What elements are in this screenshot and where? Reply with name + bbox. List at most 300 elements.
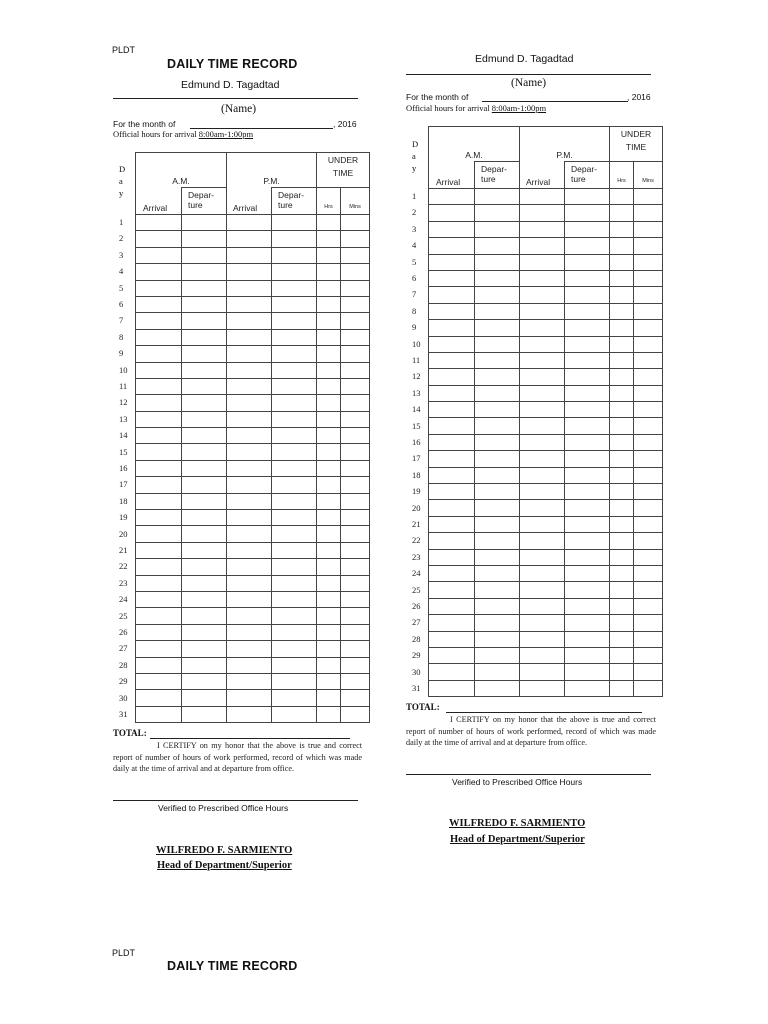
time-entry-cell[interactable] — [520, 500, 565, 516]
time-entry-cell[interactable] — [272, 362, 317, 378]
time-entry-cell[interactable] — [520, 467, 565, 483]
time-entry-cell[interactable] — [610, 205, 634, 221]
time-entry-cell[interactable] — [136, 477, 182, 493]
time-entry-cell[interactable] — [565, 434, 610, 450]
time-entry-cell[interactable] — [520, 205, 565, 221]
time-entry-cell[interactable] — [520, 254, 565, 270]
time-entry-cell[interactable] — [136, 591, 182, 607]
time-entry-cell[interactable] — [317, 690, 341, 706]
time-entry-cell[interactable] — [634, 582, 663, 598]
time-entry-cell[interactable] — [520, 664, 565, 680]
time-entry-cell[interactable] — [272, 575, 317, 591]
time-entry-cell[interactable] — [565, 680, 610, 696]
time-entry-cell[interactable] — [317, 280, 341, 296]
time-entry-cell[interactable] — [610, 533, 634, 549]
time-entry-cell[interactable] — [429, 631, 475, 647]
time-entry-cell[interactable] — [341, 428, 370, 444]
time-entry-cell[interactable] — [429, 418, 475, 434]
time-entry-cell[interactable] — [182, 215, 227, 231]
time-entry-cell[interactable] — [565, 320, 610, 336]
time-entry-cell[interactable] — [182, 411, 227, 427]
time-entry-cell[interactable] — [634, 631, 663, 647]
time-entry-cell[interactable] — [520, 565, 565, 581]
time-entry-cell[interactable] — [227, 395, 272, 411]
time-entry-cell[interactable] — [475, 549, 520, 565]
time-entry-cell[interactable] — [520, 369, 565, 385]
time-entry-cell[interactable] — [341, 542, 370, 558]
time-entry-cell[interactable] — [475, 647, 520, 663]
time-entry-cell[interactable] — [182, 493, 227, 509]
time-entry-cell[interactable] — [610, 647, 634, 663]
time-entry-cell[interactable] — [182, 526, 227, 542]
time-entry-cell[interactable] — [317, 362, 341, 378]
time-entry-cell[interactable] — [182, 378, 227, 394]
time-entry-cell[interactable] — [182, 362, 227, 378]
time-entry-cell[interactable] — [565, 205, 610, 221]
time-entry-cell[interactable] — [182, 624, 227, 640]
time-entry-cell[interactable] — [317, 510, 341, 526]
time-entry-cell[interactable] — [317, 247, 341, 263]
time-entry-cell[interactable] — [634, 336, 663, 352]
time-entry-cell[interactable] — [182, 591, 227, 607]
time-entry-cell[interactable] — [341, 280, 370, 296]
time-entry-cell[interactable] — [227, 624, 272, 640]
time-entry-cell[interactable] — [136, 575, 182, 591]
time-entry-cell[interactable] — [610, 385, 634, 401]
time-entry-cell[interactable] — [565, 221, 610, 237]
time-entry-cell[interactable] — [341, 493, 370, 509]
time-entry-cell[interactable] — [227, 591, 272, 607]
time-entry-cell[interactable] — [227, 526, 272, 542]
time-entry-cell[interactable] — [565, 418, 610, 434]
time-entry-cell[interactable] — [475, 221, 520, 237]
time-entry-cell[interactable] — [565, 647, 610, 663]
time-entry-cell[interactable] — [634, 320, 663, 336]
time-entry-cell[interactable] — [136, 280, 182, 296]
time-entry-cell[interactable] — [634, 533, 663, 549]
time-entry-cell[interactable] — [429, 680, 475, 696]
time-entry-cell[interactable] — [341, 624, 370, 640]
time-entry-cell[interactable] — [475, 270, 520, 286]
time-entry-cell[interactable] — [610, 549, 634, 565]
time-entry-cell[interactable] — [341, 657, 370, 673]
time-entry-cell[interactable] — [475, 565, 520, 581]
time-entry-cell[interactable] — [182, 657, 227, 673]
time-entry-cell[interactable] — [429, 369, 475, 385]
time-entry-cell[interactable] — [272, 624, 317, 640]
time-entry-cell[interactable] — [341, 510, 370, 526]
time-entry-cell[interactable] — [272, 690, 317, 706]
time-entry-cell[interactable] — [272, 264, 317, 280]
time-entry-cell[interactable] — [634, 500, 663, 516]
time-entry-cell[interactable] — [136, 493, 182, 509]
time-entry-cell[interactable] — [634, 664, 663, 680]
time-entry-cell[interactable] — [136, 641, 182, 657]
time-entry-cell[interactable] — [475, 484, 520, 500]
time-entry-cell[interactable] — [634, 418, 663, 434]
time-entry-cell[interactable] — [341, 329, 370, 345]
time-entry-cell[interactable] — [136, 329, 182, 345]
time-entry-cell[interactable] — [341, 706, 370, 722]
time-entry-cell[interactable] — [317, 395, 341, 411]
time-entry-cell[interactable] — [227, 493, 272, 509]
time-entry-cell[interactable] — [227, 362, 272, 378]
time-entry-cell[interactable] — [634, 402, 663, 418]
time-entry-cell[interactable] — [227, 378, 272, 394]
time-entry-cell[interactable] — [227, 280, 272, 296]
time-entry-cell[interactable] — [565, 189, 610, 205]
time-entry-cell[interactable] — [634, 369, 663, 385]
time-entry-cell[interactable] — [182, 673, 227, 689]
time-entry-cell[interactable] — [565, 287, 610, 303]
time-entry-cell[interactable] — [317, 329, 341, 345]
time-entry-cell[interactable] — [475, 418, 520, 434]
time-entry-cell[interactable] — [272, 329, 317, 345]
time-entry-cell[interactable] — [182, 706, 227, 722]
time-entry-cell[interactable] — [475, 336, 520, 352]
time-entry-cell[interactable] — [520, 549, 565, 565]
time-entry-cell[interactable] — [227, 510, 272, 526]
time-entry-cell[interactable] — [634, 565, 663, 581]
time-entry-cell[interactable] — [634, 254, 663, 270]
time-entry-cell[interactable] — [610, 467, 634, 483]
time-entry-cell[interactable] — [317, 411, 341, 427]
time-entry-cell[interactable] — [429, 533, 475, 549]
time-entry-cell[interactable] — [429, 467, 475, 483]
time-entry-cell[interactable] — [565, 582, 610, 598]
time-entry-cell[interactable] — [317, 624, 341, 640]
time-entry-cell[interactable] — [136, 510, 182, 526]
time-entry-cell[interactable] — [634, 615, 663, 631]
time-entry-cell[interactable] — [429, 336, 475, 352]
time-entry-cell[interactable] — [227, 657, 272, 673]
time-entry-cell[interactable] — [136, 231, 182, 247]
time-entry-cell[interactable] — [429, 664, 475, 680]
time-entry-cell[interactable] — [610, 565, 634, 581]
time-entry-cell[interactable] — [475, 352, 520, 368]
time-entry-cell[interactable] — [429, 582, 475, 598]
time-entry-cell[interactable] — [136, 542, 182, 558]
time-entry-cell[interactable] — [634, 598, 663, 614]
time-entry-cell[interactable] — [610, 221, 634, 237]
time-entry-cell[interactable] — [565, 598, 610, 614]
time-entry-cell[interactable] — [610, 598, 634, 614]
time-entry-cell[interactable] — [634, 221, 663, 237]
time-entry-cell[interactable] — [136, 460, 182, 476]
total-field[interactable] — [150, 738, 350, 739]
time-entry-cell[interactable] — [565, 565, 610, 581]
time-entry-cell[interactable] — [475, 467, 520, 483]
time-entry-cell[interactable] — [136, 362, 182, 378]
time-entry-cell[interactable] — [429, 254, 475, 270]
time-entry-cell[interactable] — [317, 559, 341, 575]
time-entry-cell[interactable] — [634, 303, 663, 319]
time-entry-cell[interactable] — [272, 313, 317, 329]
time-entry-cell[interactable] — [341, 460, 370, 476]
time-entry-cell[interactable] — [272, 657, 317, 673]
time-entry-cell[interactable] — [520, 647, 565, 663]
time-entry-cell[interactable] — [136, 264, 182, 280]
time-entry-cell[interactable] — [634, 205, 663, 221]
time-entry-cell[interactable] — [272, 542, 317, 558]
time-entry-cell[interactable] — [227, 346, 272, 362]
time-entry-cell[interactable] — [317, 296, 341, 312]
time-entry-cell[interactable] — [610, 516, 634, 532]
time-entry-cell[interactable] — [610, 451, 634, 467]
time-entry-cell[interactable] — [634, 549, 663, 565]
time-entry-cell[interactable] — [182, 510, 227, 526]
time-entry-cell[interactable] — [182, 280, 227, 296]
time-entry-cell[interactable] — [341, 608, 370, 624]
time-entry-cell[interactable] — [610, 664, 634, 680]
time-entry-cell[interactable] — [565, 303, 610, 319]
time-entry-cell[interactable] — [136, 395, 182, 411]
time-entry-cell[interactable] — [475, 189, 520, 205]
time-entry-cell[interactable] — [136, 346, 182, 362]
time-entry-cell[interactable] — [520, 434, 565, 450]
time-entry-cell[interactable] — [610, 189, 634, 205]
time-entry-cell[interactable] — [272, 296, 317, 312]
time-entry-cell[interactable] — [341, 444, 370, 460]
time-entry-cell[interactable] — [182, 428, 227, 444]
time-entry-cell[interactable] — [565, 238, 610, 254]
time-entry-cell[interactable] — [227, 411, 272, 427]
time-entry-cell[interactable] — [610, 615, 634, 631]
time-entry-cell[interactable] — [634, 647, 663, 663]
time-entry-cell[interactable] — [272, 395, 317, 411]
time-entry-cell[interactable] — [610, 369, 634, 385]
time-entry-cell[interactable] — [341, 264, 370, 280]
time-entry-cell[interactable] — [565, 336, 610, 352]
time-entry-cell[interactable] — [136, 313, 182, 329]
time-entry-cell[interactable] — [317, 542, 341, 558]
time-entry-cell[interactable] — [429, 303, 475, 319]
time-entry-cell[interactable] — [227, 542, 272, 558]
time-entry-cell[interactable] — [227, 296, 272, 312]
time-entry-cell[interactable] — [341, 362, 370, 378]
time-entry-cell[interactable] — [272, 510, 317, 526]
time-entry-cell[interactable] — [610, 484, 634, 500]
time-entry-cell[interactable] — [136, 706, 182, 722]
time-entry-cell[interactable] — [227, 608, 272, 624]
time-entry-cell[interactable] — [634, 270, 663, 286]
time-entry-cell[interactable] — [182, 575, 227, 591]
time-entry-cell[interactable] — [520, 303, 565, 319]
time-entry-cell[interactable] — [475, 320, 520, 336]
time-entry-cell[interactable] — [227, 215, 272, 231]
time-entry-cell[interactable] — [341, 559, 370, 575]
time-entry-cell[interactable] — [136, 673, 182, 689]
time-entry-cell[interactable] — [272, 526, 317, 542]
time-entry-cell[interactable] — [429, 189, 475, 205]
time-entry-cell[interactable] — [520, 352, 565, 368]
time-entry-cell[interactable] — [429, 598, 475, 614]
time-entry-cell[interactable] — [341, 215, 370, 231]
time-entry-cell[interactable] — [520, 451, 565, 467]
time-entry-cell[interactable] — [565, 467, 610, 483]
time-entry-cell[interactable] — [520, 402, 565, 418]
time-entry-cell[interactable] — [634, 680, 663, 696]
time-entry-cell[interactable] — [341, 346, 370, 362]
time-entry-cell[interactable] — [610, 631, 634, 647]
time-entry-cell[interactable] — [475, 615, 520, 631]
time-entry-cell[interactable] — [475, 385, 520, 401]
time-entry-cell[interactable] — [317, 575, 341, 591]
time-entry-cell[interactable] — [317, 641, 341, 657]
time-entry-cell[interactable] — [565, 385, 610, 401]
time-entry-cell[interactable] — [475, 598, 520, 614]
time-entry-cell[interactable] — [475, 254, 520, 270]
time-entry-cell[interactable] — [475, 303, 520, 319]
time-entry-cell[interactable] — [429, 320, 475, 336]
time-entry-cell[interactable] — [136, 296, 182, 312]
time-entry-cell[interactable] — [475, 287, 520, 303]
time-entry-cell[interactable] — [429, 385, 475, 401]
time-entry-cell[interactable] — [272, 608, 317, 624]
time-entry-cell[interactable] — [227, 559, 272, 575]
time-entry-cell[interactable] — [610, 434, 634, 450]
time-entry-cell[interactable] — [475, 402, 520, 418]
time-entry-cell[interactable] — [610, 352, 634, 368]
time-entry-cell[interactable] — [475, 664, 520, 680]
time-entry-cell[interactable] — [182, 460, 227, 476]
time-entry-cell[interactable] — [610, 582, 634, 598]
time-entry-cell[interactable] — [227, 460, 272, 476]
time-entry-cell[interactable] — [317, 673, 341, 689]
time-entry-cell[interactable] — [429, 647, 475, 663]
time-entry-cell[interactable] — [610, 238, 634, 254]
time-entry-cell[interactable] — [227, 428, 272, 444]
time-entry-cell[interactable] — [272, 477, 317, 493]
time-entry-cell[interactable] — [520, 615, 565, 631]
month-field[interactable] — [482, 101, 628, 102]
time-entry-cell[interactable] — [475, 680, 520, 696]
time-entry-cell[interactable] — [317, 264, 341, 280]
time-entry-cell[interactable] — [565, 369, 610, 385]
time-entry-cell[interactable] — [227, 313, 272, 329]
time-entry-cell[interactable] — [565, 254, 610, 270]
time-entry-cell[interactable] — [520, 238, 565, 254]
time-entry-cell[interactable] — [520, 189, 565, 205]
time-entry-cell[interactable] — [317, 346, 341, 362]
time-entry-cell[interactable] — [272, 280, 317, 296]
time-entry-cell[interactable] — [182, 542, 227, 558]
time-entry-cell[interactable] — [520, 533, 565, 549]
time-entry-cell[interactable] — [317, 215, 341, 231]
time-entry-cell[interactable] — [182, 559, 227, 575]
time-entry-cell[interactable] — [565, 352, 610, 368]
time-entry-cell[interactable] — [520, 484, 565, 500]
time-entry-cell[interactable] — [475, 205, 520, 221]
time-entry-cell[interactable] — [182, 231, 227, 247]
time-entry-cell[interactable] — [227, 575, 272, 591]
time-entry-cell[interactable] — [317, 526, 341, 542]
time-entry-cell[interactable] — [136, 378, 182, 394]
time-entry-cell[interactable] — [610, 402, 634, 418]
time-entry-cell[interactable] — [227, 444, 272, 460]
time-entry-cell[interactable] — [182, 641, 227, 657]
time-entry-cell[interactable] — [610, 320, 634, 336]
time-entry-cell[interactable] — [429, 221, 475, 237]
time-entry-cell[interactable] — [610, 336, 634, 352]
time-entry-cell[interactable] — [272, 411, 317, 427]
total-field[interactable] — [446, 712, 642, 713]
time-entry-cell[interactable] — [565, 664, 610, 680]
time-entry-cell[interactable] — [634, 189, 663, 205]
time-entry-cell[interactable] — [317, 231, 341, 247]
time-entry-cell[interactable] — [565, 451, 610, 467]
time-entry-cell[interactable] — [136, 444, 182, 460]
time-entry-cell[interactable] — [227, 706, 272, 722]
time-entry-cell[interactable] — [272, 673, 317, 689]
time-entry-cell[interactable] — [520, 582, 565, 598]
time-entry-cell[interactable] — [429, 565, 475, 581]
time-entry-cell[interactable] — [272, 428, 317, 444]
time-entry-cell[interactable] — [227, 329, 272, 345]
time-entry-cell[interactable] — [136, 411, 182, 427]
time-entry-cell[interactable] — [634, 385, 663, 401]
time-entry-cell[interactable] — [182, 296, 227, 312]
time-entry-cell[interactable] — [429, 352, 475, 368]
time-entry-cell[interactable] — [565, 615, 610, 631]
time-entry-cell[interactable] — [317, 378, 341, 394]
time-entry-cell[interactable] — [317, 460, 341, 476]
time-entry-cell[interactable] — [341, 690, 370, 706]
time-entry-cell[interactable] — [341, 526, 370, 542]
time-entry-cell[interactable] — [136, 247, 182, 263]
time-entry-cell[interactable] — [272, 215, 317, 231]
time-entry-cell[interactable] — [475, 451, 520, 467]
time-entry-cell[interactable] — [429, 205, 475, 221]
time-entry-cell[interactable] — [520, 631, 565, 647]
time-entry-cell[interactable] — [429, 516, 475, 532]
time-entry-cell[interactable] — [182, 690, 227, 706]
time-entry-cell[interactable] — [475, 500, 520, 516]
time-entry-cell[interactable] — [475, 582, 520, 598]
time-entry-cell[interactable] — [341, 411, 370, 427]
time-entry-cell[interactable] — [634, 451, 663, 467]
time-entry-cell[interactable] — [227, 641, 272, 657]
time-entry-cell[interactable] — [272, 247, 317, 263]
time-entry-cell[interactable] — [520, 336, 565, 352]
time-entry-cell[interactable] — [341, 247, 370, 263]
time-entry-cell[interactable] — [317, 608, 341, 624]
time-entry-cell[interactable] — [136, 657, 182, 673]
time-entry-cell[interactable] — [520, 287, 565, 303]
time-entry-cell[interactable] — [610, 680, 634, 696]
time-entry-cell[interactable] — [610, 303, 634, 319]
time-entry-cell[interactable] — [520, 385, 565, 401]
time-entry-cell[interactable] — [317, 477, 341, 493]
time-entry-cell[interactable] — [520, 680, 565, 696]
time-entry-cell[interactable] — [341, 296, 370, 312]
time-entry-cell[interactable] — [227, 264, 272, 280]
time-entry-cell[interactable] — [475, 631, 520, 647]
time-entry-cell[interactable] — [182, 346, 227, 362]
time-entry-cell[interactable] — [182, 264, 227, 280]
time-entry-cell[interactable] — [272, 444, 317, 460]
time-entry-cell[interactable] — [565, 533, 610, 549]
time-entry-cell[interactable] — [565, 484, 610, 500]
time-entry-cell[interactable] — [634, 287, 663, 303]
time-entry-cell[interactable] — [272, 378, 317, 394]
time-entry-cell[interactable] — [136, 608, 182, 624]
time-entry-cell[interactable] — [520, 270, 565, 286]
time-entry-cell[interactable] — [610, 418, 634, 434]
time-entry-cell[interactable] — [136, 428, 182, 444]
time-entry-cell[interactable] — [520, 320, 565, 336]
time-entry-cell[interactable] — [341, 477, 370, 493]
